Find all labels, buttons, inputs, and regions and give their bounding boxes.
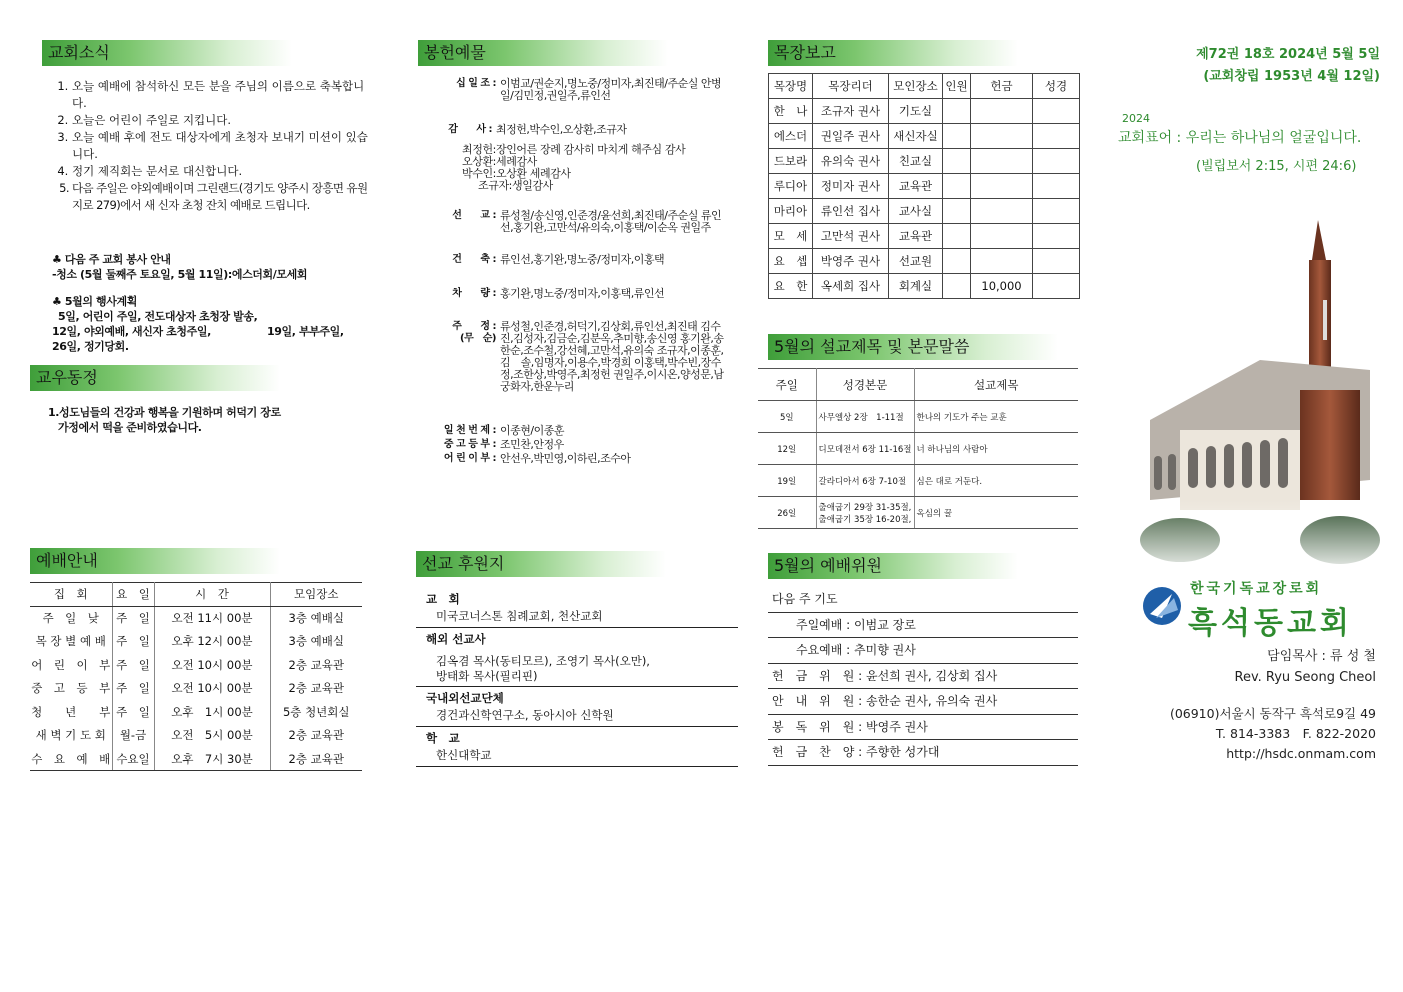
cell: 교육관 (889, 174, 943, 199)
column-header: 집 회 (30, 583, 112, 607)
table-row (769, 149, 1080, 174)
members-body (30, 405, 370, 435)
cell: 수 요 예 배 (30, 747, 112, 771)
value: 류성철,인준경,허덕기,김상회,류인선,최진태 김수진,김성자,김금순,김분옥,추미향,송신영 홍기완,송한순,조수철,강선혜,고만석,유의숙 조규자,이종훈,김 솔,임명자,이용수,박경희 이홍택,박수빈,장수정,조한상,박영주,최정헌 권일주,이시온,양성문,남궁화자,한운누리 (500, 320, 724, 393)
cell: 조규자 권사 (813, 99, 889, 124)
cover-issue (1110, 44, 1380, 88)
table-row (758, 401, 1078, 433)
value: 류인선,홍기완,명노중/정미자,이홍택 (500, 253, 665, 266)
column-header: 주일 (758, 369, 816, 401)
column-header: 모인장소 (889, 74, 943, 99)
cell: 에스더 (769, 124, 813, 149)
value: 이범교/권순지,명노중/정미자,최진태/주순실 안병일/김민정,권일주,류인선 (500, 77, 722, 102)
duty-row: 다음 주 기도 (768, 587, 1078, 613)
cell: 주 일 낮 (30, 606, 112, 630)
cell: 디모데전서 6장 11-16절 (816, 433, 914, 465)
cell: 19일 (758, 465, 816, 497)
duty-row: 봉 독 위 원 : 박영주 권사 (768, 715, 1078, 741)
cell: 교육관 (889, 224, 943, 249)
duty-row: 주일예배 : 이범교 장로 (768, 613, 1078, 639)
table-row (30, 653, 362, 677)
events-line-2b: 19일, 부부주일, (267, 325, 344, 338)
cell: 오후 7시 30분 (154, 747, 270, 771)
cell: 주 일 (112, 653, 154, 677)
cell: 5일 (758, 401, 816, 433)
cell (943, 224, 971, 249)
cell (943, 124, 971, 149)
cell: 교사실 (889, 199, 943, 224)
cell: 선교원 (889, 249, 943, 274)
table-row (30, 700, 362, 724)
cell: 3층 예배실 (288, 611, 344, 625)
cell: 오전 11시 00분 (154, 606, 270, 630)
cell (1033, 174, 1080, 199)
offering-thanks (418, 124, 743, 136)
cell: 12일 (758, 433, 816, 465)
cell: 모 세 (769, 224, 813, 249)
table-row (769, 224, 1080, 249)
cell: 오후 12시 00분 (154, 630, 270, 654)
table-row (758, 433, 1078, 465)
cell (971, 224, 1033, 249)
cell: 심은 대로 거둔다. (914, 465, 1078, 497)
sermons-table (758, 368, 1078, 529)
cell: 2층 교육관 (288, 728, 344, 743)
issue-number: 제72권 18호 2024년 5월 5일 (1196, 47, 1380, 62)
group-value: 방태화 목사(필리핀) (436, 669, 538, 683)
church-building-image (1140, 220, 1380, 580)
worship-header: 예배안내 (30, 548, 280, 574)
motto-year: 2024 (1122, 112, 1150, 125)
cell: 유의숙 권사 (813, 149, 889, 174)
offering-kids (418, 453, 743, 465)
cell: 권일주 권사 (813, 124, 889, 149)
duty-row: 안 내 위 원 : 송한순 권사, 유의숙 권사 (768, 689, 1078, 715)
sermons-section (768, 334, 1080, 529)
church-name: 흑석동교회 (1188, 606, 1353, 641)
table-header-row (769, 74, 1080, 99)
cell (943, 199, 971, 224)
offering-build (418, 254, 743, 266)
motto-verse: (빌립보서 2:15, 시편 24:6) (1196, 159, 1357, 174)
duty-row: 수요예배 : 추미향 권사 (768, 638, 1078, 664)
service-title: ♣ 다음 주 교회 봉사 안내 (52, 253, 171, 266)
table-row (769, 174, 1080, 199)
thanks-line: 최정헌:장인어른 장례 감사히 마치게 해주심 감사 (462, 143, 686, 156)
service-line: -청소 (5월 둘째주 토요일, 5월 11일):에스더회/모세회 (52, 268, 308, 281)
members-line-1: 1.성도님들의 건강과 행복을 기원하며 허덕기 장로 (48, 406, 281, 419)
table-header-row (758, 369, 1078, 401)
value: 안선우,박민영,이하린,조수아 (500, 452, 631, 465)
cell: 사무엘상 2장 1-11절 (816, 401, 914, 433)
cell: 2층 교육관 (270, 747, 362, 771)
label: 감 사 : (448, 124, 492, 135)
cell: 새신자실 (889, 124, 943, 149)
table-row (769, 249, 1080, 274)
table-row (769, 199, 1080, 224)
cell (1033, 149, 1080, 174)
cell: 오전 10시 00분 (154, 653, 270, 677)
cell: 갈라디아서 6장 7-10절 (816, 465, 914, 497)
cell: 한나의 기도가 주는 교훈 (914, 401, 1078, 433)
contact-info (1130, 704, 1376, 764)
cell (971, 149, 1033, 174)
cell: 정미자 권사 (813, 174, 889, 199)
table-row (758, 465, 1078, 497)
group-title: 해외 선교사 (426, 632, 486, 646)
thanks-line: 조규자:생일감사 (478, 179, 553, 192)
group-title: 교 회 (426, 592, 460, 606)
table-row (30, 606, 362, 630)
offering-mission (418, 210, 743, 234)
cell: 류인선 집사 (813, 199, 889, 224)
cell: 2층 교육관 (288, 681, 344, 696)
column-header: 목장명 (769, 74, 813, 99)
column-header: 설교제목 (914, 369, 1078, 401)
cell: 목 장 별 예 배 (30, 630, 112, 654)
cell: 박영주 권사 (813, 249, 889, 274)
mission-group (416, 591, 738, 628)
table-row (769, 99, 1080, 124)
cell (1033, 249, 1080, 274)
news-item: 1. 오늘 예배에 참석하신 모든 분을 주님의 이름으로 축복합니다. (72, 78, 377, 112)
cell: 오전 10시 00분 (154, 677, 270, 701)
pastor-kr: 담임목사 : 류 성 철 (1267, 649, 1376, 664)
offering-weekly (418, 321, 743, 393)
cell (971, 99, 1033, 124)
cell: 한 나 (769, 99, 813, 124)
news-item: 5. 다음 주일은 야외예배이며 그린랜드(경기도 양주시 장흥면 유원지로 279)에서 새 신자 초청 잔치 예배로 드립니다. (72, 180, 377, 214)
cell (971, 199, 1033, 224)
cell: 주 일 (112, 677, 154, 701)
cell: 고만석 권사 (813, 224, 889, 249)
cell (971, 249, 1033, 274)
address: (06910)서울시 동작구 흑석로9길 49 (1169, 706, 1376, 721)
cell (943, 149, 971, 174)
duty-section (768, 553, 1078, 766)
cell (971, 174, 1033, 199)
table-header-row (30, 583, 362, 607)
cell: 마리아 (769, 199, 813, 224)
thanks-line: 오상환:세례감사 (462, 155, 537, 168)
news-item: 3. 오늘 예배 후에 전도 대상자에게 초청자 보내기 미션이 있습니다. (72, 129, 377, 163)
events-line-3: 26일, 정기당회. (52, 340, 129, 353)
cell: 주 일 (112, 630, 154, 654)
phone: T. 814-3383 F. 822-2020 (1215, 726, 1376, 741)
events-plan (42, 294, 372, 354)
label: 차 량 : (452, 288, 496, 299)
column-header: 모임장소 (270, 583, 362, 607)
duty-row: 헌 금 위 원 : 윤선희 권사, 김상회 집사 (768, 664, 1078, 690)
cell: 10,000 (971, 274, 1033, 299)
cell: 중 고 등 부 (30, 677, 112, 701)
worship-table (30, 582, 362, 771)
cell: 5층 청년회실 (282, 704, 350, 719)
table-row (758, 497, 1078, 529)
cell: 요 한 (769, 274, 813, 299)
offering-header: 봉헌예물 (418, 40, 668, 66)
cell: 옥세희 집사 (813, 274, 889, 299)
service-notice (42, 252, 372, 282)
offering-car (418, 288, 743, 300)
cell: 새 벽 기 도 회 (30, 724, 112, 748)
news-list (42, 78, 377, 214)
group-value: 김옥겸 목사(동티모르), 조영기 목사(오만), (436, 654, 650, 668)
cell: 월-금 (112, 724, 154, 748)
value: 조민찬,안정우 (500, 438, 564, 451)
cell: 루디아 (769, 174, 813, 199)
group-value: 한신대학교 (436, 748, 492, 762)
members-line-2: 가정에서 떡을 준비하였습니다. (58, 421, 202, 434)
value: 류성철/송신영,인준경/윤선희,최진태/주순실 류인선,홍기완,고만석/유의숙,이홍택/이순옥 권일주 (500, 209, 722, 234)
members-section (30, 365, 370, 435)
cell-table (768, 73, 1080, 299)
cell (1033, 199, 1080, 224)
cell: 친교실 (889, 149, 943, 174)
label: 어 린 이 부 : (443, 453, 496, 464)
cell: 주 일 (112, 606, 154, 630)
cell (1033, 99, 1080, 124)
cell: 어 린 이 부 (30, 653, 112, 677)
cell: 기도실 (889, 99, 943, 124)
duty-header: 5월의 예배위원 (768, 553, 1018, 579)
label: 건 축 : (452, 254, 496, 265)
table-row (30, 677, 362, 701)
table-row (769, 124, 1080, 149)
cell (1033, 124, 1080, 149)
missions-section (416, 551, 738, 770)
cell (971, 124, 1033, 149)
mission-group (416, 690, 738, 727)
missions-header: 선교 후원지 (416, 551, 666, 577)
thanks-line: 박수인:오상환 세례감사 (462, 167, 571, 180)
news-header: 교회소식 (42, 40, 292, 66)
cover-motto (1118, 112, 1361, 174)
duty-list (768, 587, 1078, 766)
cell: 2층 교육관 (288, 657, 344, 672)
offering-tithe (418, 78, 743, 102)
missions-list (416, 591, 738, 767)
offering-first (418, 425, 743, 437)
group-title: 학 교 (426, 731, 460, 745)
table-row (30, 747, 362, 771)
cell (1033, 224, 1080, 249)
cell: 오후 1시 00분 (154, 700, 270, 724)
worship-section (30, 548, 362, 771)
news-item: 2. 오늘은 어린이 주일로 지킵니다. (72, 112, 377, 129)
cell-header: 목장보고 (768, 40, 1018, 66)
mission-group (416, 631, 738, 687)
cell: 요 셉 (769, 249, 813, 274)
website-link[interactable]: http://hsdc.onmam.com (1226, 746, 1376, 761)
column-header: 성경본문 (816, 369, 914, 401)
value: 홍기완,명노중/정미자,이홍택,류인선 (500, 287, 665, 300)
cell: 옥심의 꿀 (914, 497, 1078, 529)
cell: 3층 예배실 (288, 634, 344, 649)
pastor-en: Rev. Ryu Seong Cheol (1234, 670, 1376, 685)
news-item: 4. 정기 제직회는 문서로 대신합니다. (72, 163, 377, 180)
value: 최정헌,박수인,오상환,조규자 (496, 123, 627, 136)
group-value: 미국코너스톤 침례교회, 천산교회 (436, 609, 603, 623)
events-title: ♣ 5월의 행사계획 (52, 295, 137, 308)
group-title: 국내외선교단체 (426, 691, 504, 705)
cell: 너 하나님의 사람아 (914, 433, 1078, 465)
cell: 오전 5시 00분 (154, 724, 270, 748)
members-header: 교우동정 (30, 365, 280, 391)
events-line-1: 5일, 어린이 주일, 전도대상자 초청장 발송, (58, 310, 258, 323)
cell: 출애굽기 29장 31-35절, 출애굽기 35장 16-20절, (816, 497, 914, 529)
thanks-detail (418, 144, 743, 192)
events-line-2: 12일, 야외예배, 새신자 초청주일, (52, 325, 211, 338)
cell: 회계실 (889, 274, 943, 299)
table-row (30, 630, 362, 654)
column-header: 헌금 (971, 74, 1033, 99)
cell (1033, 274, 1080, 299)
cell: 청 년 부 (30, 700, 112, 724)
sermons-header: 5월의 설교제목 및 본문말씀 (768, 334, 1058, 360)
table-row (30, 724, 362, 748)
label: 중 고 등 부 : (443, 439, 496, 450)
column-2 (418, 40, 743, 465)
label: 십 일 조 : (456, 78, 496, 89)
value: 이종현/이종훈 (500, 424, 564, 437)
column-header: 인원 (943, 74, 971, 99)
column-header: 목장리더 (813, 74, 889, 99)
pastor-info (1140, 646, 1376, 688)
cell (943, 99, 971, 124)
label: 주 정 : (무 순) (452, 321, 496, 344)
cell (943, 274, 971, 299)
denomination-name: 한국기독교장로회 (1190, 581, 1323, 597)
mission-group (416, 730, 738, 767)
cell: 수요일 (112, 747, 154, 771)
cell (943, 174, 971, 199)
column-3 (768, 40, 1083, 299)
column-header: 요 일 (112, 583, 154, 607)
motto-text: 교회표어 : 우리는 하나님의 얼굴입니다. (1118, 130, 1362, 146)
label: 일 천 번 제 : (443, 425, 496, 436)
column-1 (42, 40, 372, 354)
label: 선 교 : (452, 210, 496, 221)
cell: 드보라 (769, 149, 813, 174)
column-header: 성경 (1033, 74, 1080, 99)
group-value: 경건과신학연구소, 동아시아 신학원 (436, 708, 614, 722)
offering-teen (418, 439, 743, 451)
table-row (769, 274, 1080, 299)
duty-row: 헌 금 찬 양 : 주향한 성가대 (768, 740, 1078, 766)
church-logo-icon (1140, 584, 1184, 628)
cell (943, 249, 971, 274)
cell: 26일 (758, 497, 816, 529)
column-header: 시 간 (154, 583, 270, 607)
founded-date: (교회창립 1953년 4월 12일) (1203, 69, 1380, 84)
cell: 주 일 (112, 700, 154, 724)
